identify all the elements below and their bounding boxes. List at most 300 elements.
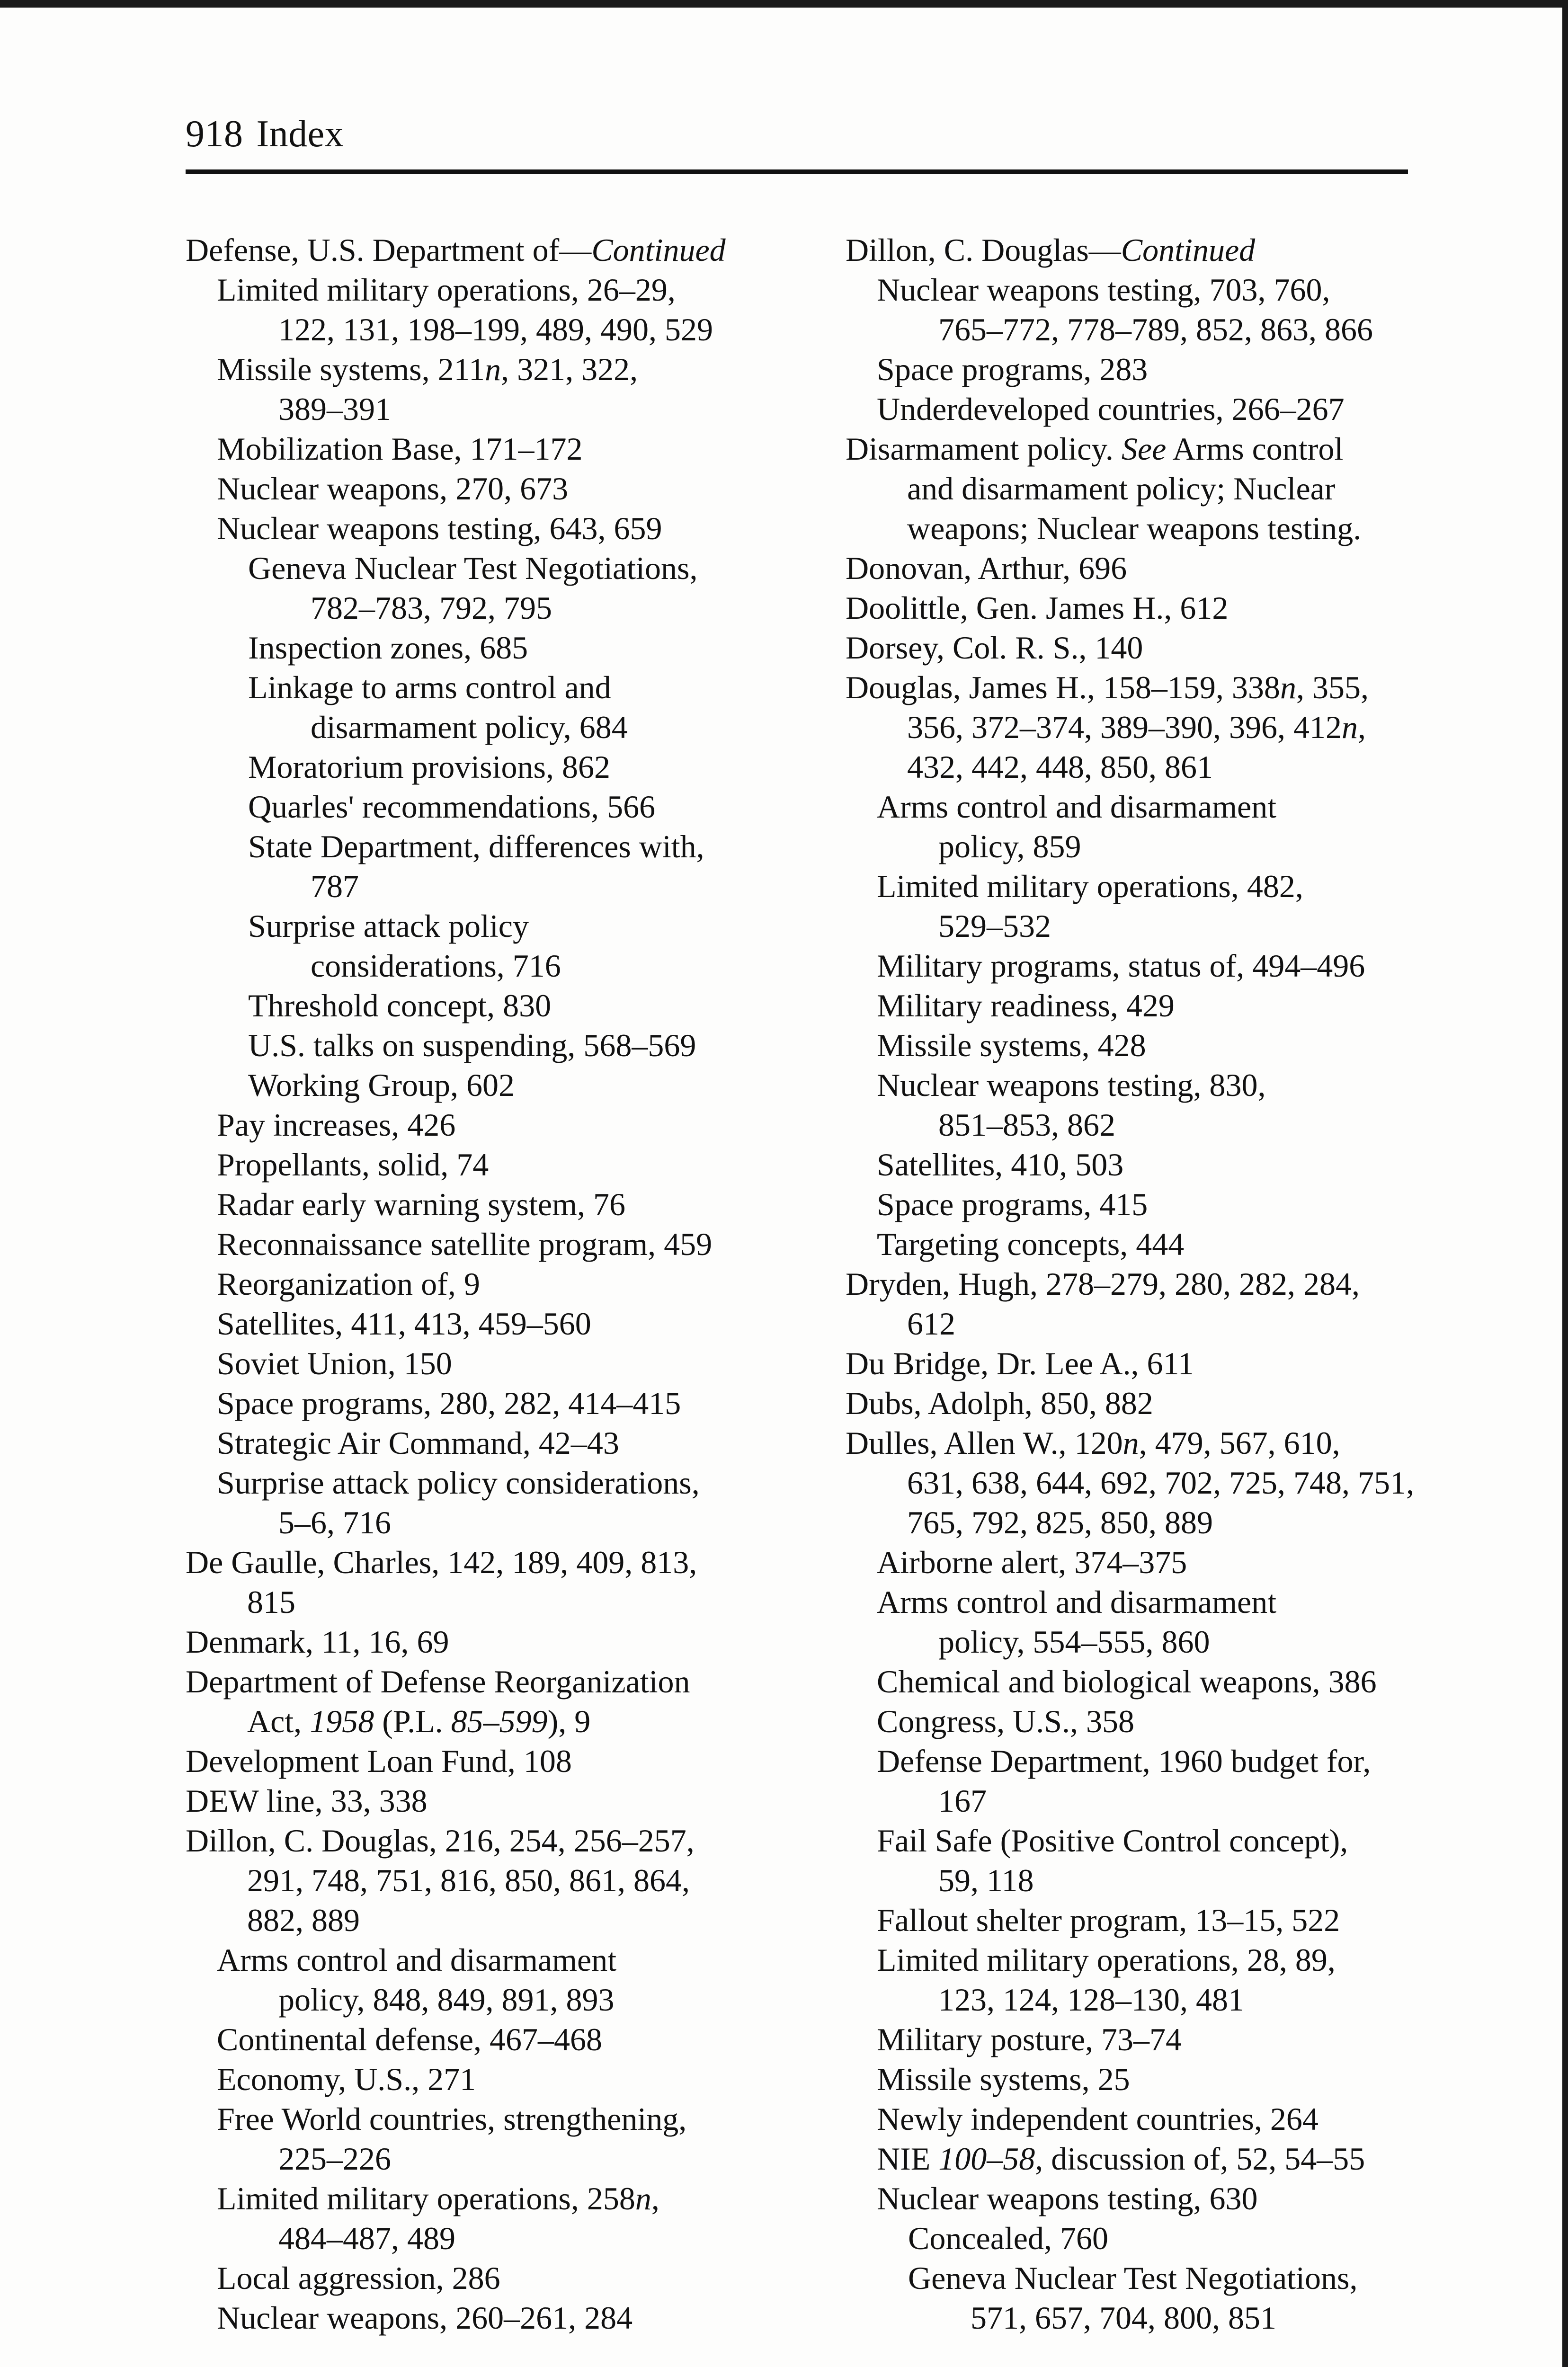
entry-continuation-line (908, 2298, 1414, 2338)
entry-continuation-line (877, 1781, 1414, 1821)
italic-text: Continued (1121, 232, 1256, 268)
index-column-right (846, 230, 1414, 2338)
index-entry (846, 1264, 1414, 1344)
entry-line (248, 630, 528, 666)
entry-line (217, 1425, 619, 1461)
entry-text: Quarles' recommendations, 566 (248, 789, 656, 825)
index-entry (846, 1423, 1414, 1542)
entry-text: , discussion of, 52, 54–55 (1035, 2141, 1365, 2177)
entry-text: 765, 792, 825, 850, 889 (907, 1504, 1213, 1540)
entry-text: Arms control and disarmament (877, 789, 1277, 825)
entry-continuation-line (217, 2218, 787, 2258)
entry-text: Dillon, C. Douglas— (846, 232, 1121, 268)
index-subentry (846, 389, 1414, 429)
index-subentry (186, 1304, 787, 1344)
index-subentry (846, 866, 1414, 946)
entry-text: Local aggression, 286 (217, 2260, 500, 2296)
entry-text: Arms control (1166, 431, 1344, 467)
entry-text: and disarmament policy; Nuclear (907, 471, 1336, 507)
index-subentry (186, 469, 787, 508)
entry-text: Working Group, 602 (248, 1067, 515, 1103)
entry-text: Newly independent countries, 264 (877, 2101, 1319, 2137)
entry-text: Military readiness, 429 (877, 988, 1175, 1023)
page-number: 918 (186, 113, 243, 155)
entry-text: Arms control and disarmament (217, 1942, 617, 1978)
index-subentry (846, 2059, 1414, 2099)
entry-text: policy, 554–555, 860 (938, 1624, 1210, 1660)
entry-line (217, 431, 582, 467)
entry-line (877, 1147, 1123, 1183)
entry-line (877, 1027, 1146, 1063)
entry-continuation-line (846, 747, 1414, 787)
index-subentry (186, 1224, 787, 1264)
entry-text: considerations, 716 (311, 948, 561, 984)
entry-text: 225–226 (278, 2141, 391, 2177)
entry-line (248, 789, 655, 825)
entry-line (217, 2021, 602, 2057)
entry-continuation-line (248, 588, 787, 628)
entry-text: 631, 638, 644, 692, 702, 725, 748, 751, (907, 1465, 1414, 1501)
entry-text: Continental defense, 467–468 (217, 2021, 602, 2057)
italic-text: n (485, 351, 501, 387)
entry-text: 356, 372–374, 389–390, 396, 412 (907, 709, 1342, 745)
entry-continuation-line (248, 866, 787, 906)
entry-text: Targeting concepts, 444 (877, 1226, 1185, 1262)
entry-text: Missile systems, 25 (877, 2061, 1130, 2097)
entry-line (248, 1067, 515, 1103)
index-subentry (846, 1900, 1414, 1940)
entry-text: Dillon, C. Douglas, 216, 254, 256–257, (186, 1823, 695, 1859)
entry-text: , 355, (1296, 669, 1369, 705)
index-subentry (186, 270, 787, 349)
index-subentry (186, 1264, 787, 1304)
entry-line (877, 2021, 1182, 2057)
entry-text: Arms control and disarmament (877, 1584, 1277, 1620)
entry-continuation-line (846, 707, 1414, 747)
entry-line (877, 391, 1345, 427)
entry-text: Satellites, 411, 413, 459–560 (217, 1306, 591, 1342)
entry-text: Propellants, solid, 74 (217, 1147, 489, 1183)
italic-text: 1958 (310, 1703, 374, 1739)
index-entry (846, 1344, 1414, 1383)
entry-line (908, 2260, 1357, 2296)
entry-text: Linkage to arms control and (248, 669, 611, 705)
index-subentry (846, 270, 1414, 349)
entry-line (846, 1345, 1194, 1381)
section-title: Index (256, 113, 344, 155)
entry-line (217, 1226, 712, 1262)
entry-line (877, 1226, 1184, 1262)
entry-continuation-line (877, 1105, 1414, 1145)
entry-line (877, 1942, 1336, 1978)
entry-text: Economy, U.S., 271 (217, 2061, 476, 2097)
entry-text: 529–532 (938, 908, 1051, 944)
entry-text: Nuclear weapons testing, 830, (877, 1067, 1266, 1103)
index-subentry (846, 1184, 1414, 1224)
entry-line (877, 1584, 1276, 1620)
index-entry (846, 667, 1414, 787)
entry-text: 59, 118 (938, 1862, 1034, 1898)
index-entry (846, 230, 1414, 270)
entry-line (186, 1823, 695, 1859)
index-subentry (186, 508, 787, 548)
entry-text: Nuclear weapons testing, 703, 760, (877, 272, 1330, 308)
index-subentry (186, 2179, 787, 2258)
index-subentry (186, 747, 787, 787)
entry-line (217, 351, 638, 387)
entry-line (217, 1266, 480, 1302)
entry-line (877, 1823, 1348, 1859)
entry-line (877, 789, 1276, 825)
entry-text: 612 (907, 1306, 955, 1342)
entry-text: policy, 848, 849, 891, 893 (278, 1982, 615, 2018)
entry-line (877, 2141, 1365, 2177)
entry-line (877, 2180, 1257, 2216)
entry-continuation-line (217, 310, 787, 349)
entry-line (877, 1902, 1340, 1938)
entry-text: Free World countries, strengthening, (217, 2101, 687, 2137)
index-subentry (846, 787, 1414, 866)
index-subentry (186, 628, 787, 667)
entry-text: Geneva Nuclear Test Negotiations, (908, 2260, 1358, 2296)
index-entry (846, 588, 1414, 628)
entry-line (846, 630, 1143, 666)
entry-text: Missile systems, 428 (877, 1027, 1146, 1063)
entry-text: ), 9 (547, 1703, 591, 1739)
index-subentry (186, 2059, 787, 2099)
index-subentry (846, 2099, 1414, 2139)
entry-text: Donovan, Arthur, 696 (846, 550, 1127, 586)
entry-continuation-line (877, 1980, 1414, 2020)
entry-text: 782–783, 792, 795 (311, 590, 552, 626)
entry-text: Surprise attack policy (248, 908, 529, 944)
italic-text: 85–599 (451, 1703, 548, 1739)
entry-continuation-line (846, 1463, 1414, 1503)
index-subentry (846, 2020, 1414, 2059)
entry-text: Moratorium provisions, 862 (248, 749, 610, 785)
index-subentry (846, 1701, 1414, 1741)
entry-line (877, 1703, 1134, 1739)
index-subentry (846, 2218, 1414, 2258)
entry-line (186, 1624, 449, 1660)
entry-text: 484–487, 489 (278, 2220, 455, 2256)
entry-text: Geneva Nuclear Test Negotiations, (248, 550, 698, 586)
index-entry (186, 1662, 787, 1741)
entry-line (217, 1306, 591, 1342)
entry-text: 432, 442, 448, 850, 861 (907, 749, 1213, 785)
entry-line (877, 2061, 1130, 2097)
entry-text: Limited military operations, 28, 89, (877, 1942, 1336, 1978)
entry-text: Dubs, Adolph, 850, 882 (846, 1385, 1153, 1421)
entry-text: Defense Department, 1960 budget for, (877, 1743, 1371, 1779)
index-subentry (186, 548, 787, 628)
entry-text: 389–391 (278, 391, 391, 427)
entry-text: Nuclear weapons, 260–261, 284 (217, 2300, 633, 2336)
entry-text: Limited military operations, 26–29, (217, 272, 676, 308)
index-subentry (846, 1065, 1414, 1145)
index-subentry (186, 1145, 787, 1184)
index-subentry (846, 2139, 1414, 2179)
entry-text: State Department, differences with, (248, 828, 704, 864)
entry-text: Inspection zones, 685 (248, 630, 528, 666)
entry-text: 571, 657, 704, 800, 851 (971, 2300, 1276, 2336)
index-subentry (186, 2099, 787, 2179)
index-subentry (186, 1065, 787, 1105)
entry-line (217, 272, 676, 308)
entry-line (186, 1664, 690, 1700)
entry-text: Space programs, 415 (877, 1186, 1148, 1222)
entry-text: Chemical and biological weapons, 386 (877, 1664, 1377, 1700)
entry-continuation-line (217, 2139, 787, 2179)
index-entry (186, 1741, 787, 1781)
index-subentry (846, 1741, 1414, 1821)
entry-text: 882, 889 (247, 1902, 360, 1938)
italic-text: n (1342, 709, 1358, 745)
entry-continuation-line (877, 310, 1414, 349)
entry-continuation-line (877, 827, 1414, 866)
entry-text: Airborne alert, 374–375 (877, 1544, 1187, 1580)
entry-line (248, 550, 697, 586)
index-subentry (186, 1940, 787, 2020)
entry-continuation-line (217, 389, 787, 429)
running-head (186, 113, 344, 156)
index-subentry (846, 2179, 1414, 2218)
entry-text: Dulles, Allen W., 120 (846, 1425, 1123, 1461)
entry-text: Denmark, 11, 16, 69 (186, 1624, 449, 1660)
italic-text: See (1121, 431, 1167, 467)
entry-continuation-line (846, 469, 1414, 508)
entry-line (877, 1664, 1377, 1700)
index-entry (186, 230, 787, 270)
index-subentry (186, 1383, 787, 1423)
entry-text: Fail Safe (Positive Control concept), (877, 1823, 1348, 1859)
index-entry (846, 548, 1414, 588)
index-entry (846, 1383, 1414, 1423)
italic-text: n (1280, 669, 1296, 705)
entry-line (248, 828, 704, 864)
index-subentry (846, 1821, 1414, 1900)
index-entry (186, 1622, 787, 1662)
italic-text: 100–58 (938, 2141, 1035, 2177)
italic-text: n (635, 2180, 651, 2216)
entry-line (248, 908, 529, 944)
entry-text: policy, 859 (938, 828, 1081, 864)
entry-text: Concealed, 760 (908, 2220, 1108, 2256)
index-entry (846, 429, 1414, 548)
index-subentry (186, 667, 787, 747)
entry-text: U.S. talks on suspending, 568–569 (248, 1027, 696, 1063)
entry-line (877, 1067, 1265, 1103)
entry-line (248, 988, 551, 1023)
index-subentry (846, 1542, 1414, 1582)
index-subentry (846, 946, 1414, 986)
entry-line (877, 272, 1330, 308)
entry-text: , 321, 322, (501, 351, 638, 387)
entry-line (846, 232, 1255, 268)
entry-continuation-line (877, 906, 1414, 946)
entry-continuation-line (248, 707, 787, 747)
entry-line (846, 1425, 1340, 1461)
index-subentry (186, 1184, 787, 1224)
entry-text: Threshold concept, 830 (248, 988, 552, 1023)
entry-text: Soviet Union, 150 (217, 1345, 452, 1381)
entry-line (186, 1544, 697, 1580)
index-subentry (186, 2298, 787, 2338)
index-subentry (846, 1582, 1414, 1662)
entry-line (846, 550, 1127, 586)
entry-line (877, 1544, 1187, 1580)
entry-line (186, 1743, 572, 1779)
index-subentry (186, 827, 787, 906)
index-column-left (186, 230, 787, 2338)
entry-text: Satellites, 410, 503 (877, 1147, 1124, 1183)
entry-line (217, 2300, 633, 2336)
entry-text: Nuclear weapons testing, 630 (877, 2180, 1258, 2216)
index-subentry (846, 1145, 1414, 1184)
entry-text: Douglas, James H., 158–159, 338 (846, 669, 1280, 705)
entry-text: Radar early warning system, 76 (217, 1186, 625, 1222)
index-entry (186, 1542, 787, 1622)
entry-line (846, 669, 1369, 705)
header-rule (186, 169, 1408, 174)
entry-line (877, 948, 1365, 984)
entry-text: Reconnaissance satellite program, 459 (217, 1226, 713, 1262)
entry-continuation-line (217, 1980, 787, 2020)
entry-line (877, 351, 1148, 387)
index-subentry (186, 349, 787, 429)
entry-text: disarmament policy, 684 (311, 709, 628, 745)
entry-line (217, 1942, 616, 1978)
entry-continuation-line (846, 1304, 1414, 1344)
index-subentry (186, 1025, 787, 1065)
entry-text: , (1358, 709, 1366, 745)
entry-line (877, 2101, 1319, 2137)
index-entry (846, 628, 1414, 667)
entry-text: weapons; Nuclear weapons testing. (907, 510, 1362, 546)
index-entry (186, 1781, 787, 1821)
entry-text: Disarmament policy. (846, 431, 1122, 467)
index-subentry (186, 906, 787, 986)
entry-text: (P.L. (374, 1703, 451, 1739)
entry-line (846, 590, 1228, 626)
italic-text: Continued (591, 232, 726, 268)
entry-text: Space programs, 280, 282, 414–415 (217, 1385, 681, 1421)
entry-text: Military posture, 73–74 (877, 2021, 1182, 2057)
entry-text: Dorsey, Col. R. S., 140 (846, 630, 1143, 666)
index-subentry (846, 349, 1414, 389)
entry-text: 167 (938, 1783, 987, 1819)
entry-text: Nuclear weapons testing, 643, 659 (217, 510, 662, 546)
entry-continuation-line (877, 1622, 1414, 1662)
entry-text: 123, 124, 128–130, 481 (938, 1982, 1244, 2018)
entry-text: 122, 131, 198–199, 489, 490, 529 (278, 311, 713, 347)
entry-text: 5–6, 716 (278, 1504, 391, 1540)
entry-text: Fallout shelter program, 13–15, 522 (877, 1902, 1340, 1938)
entry-line (877, 868, 1303, 904)
entry-text: NIE (877, 2141, 939, 2177)
entry-text: Act, (247, 1703, 310, 1739)
entry-text: Space programs, 283 (877, 351, 1148, 387)
entry-text: Limited military operations, 482, (877, 868, 1303, 904)
entry-text: Military programs, status of, 494–496 (877, 948, 1365, 984)
entry-line (217, 2061, 476, 2097)
entry-text: Defense, U.S. Department of— (186, 232, 592, 268)
entry-text: Missile systems, 211 (217, 351, 485, 387)
entry-line (186, 1783, 428, 1819)
entry-continuation-line (877, 1860, 1414, 1900)
entry-continuation-line (217, 1503, 787, 1542)
entry-text: Mobilization Base, 171–172 (217, 431, 583, 467)
entry-line (908, 2220, 1108, 2256)
index-subentry (846, 1662, 1414, 1701)
index-subentry (186, 1463, 787, 1542)
index-subentry (846, 986, 1414, 1025)
entry-line (217, 471, 568, 507)
entry-line (217, 1385, 681, 1421)
entry-text: , (651, 2180, 659, 2216)
entry-continuation-line (186, 1701, 787, 1741)
entry-text: Surprise attack policy considerations, (217, 1465, 700, 1501)
entry-line (217, 2260, 500, 2296)
entry-line (217, 2101, 686, 2137)
entry-continuation-line (186, 1900, 787, 1940)
index-subentry (186, 986, 787, 1025)
entry-text: 851–853, 862 (938, 1107, 1115, 1143)
index-subentry (846, 1940, 1414, 2020)
entry-text: Strategic Air Command, 42–43 (217, 1425, 619, 1461)
index-subentry (846, 1224, 1414, 1264)
entry-line (877, 1186, 1148, 1222)
index-subentry (186, 429, 787, 469)
entry-continuation-line (846, 1503, 1414, 1542)
entry-text: 765–772, 778–789, 852, 863, 866 (938, 311, 1373, 347)
entry-text: 787 (311, 868, 359, 904)
index-subentry (186, 2020, 787, 2059)
index-subentry (186, 1423, 787, 1463)
index-subentry (186, 1105, 787, 1145)
entry-line (217, 1107, 455, 1143)
entry-text: Du Bridge, Dr. Lee A., 611 (846, 1345, 1194, 1381)
italic-text: n (1123, 1425, 1139, 1461)
entry-text: Reorganization of, 9 (217, 1266, 480, 1302)
entry-line (846, 1385, 1153, 1421)
entry-text: Limited military operations, 258 (217, 2180, 635, 2216)
index-subentry (186, 2258, 787, 2298)
entry-line (217, 1465, 700, 1501)
entry-text: Development Loan Fund, 108 (186, 1743, 572, 1779)
entry-continuation-line (248, 946, 787, 986)
entry-text: 815 (247, 1584, 295, 1620)
entry-text: Department of Defense Reorganization (186, 1664, 690, 1700)
entry-text: Dryden, Hugh, 278–279, 280, 282, 284, (846, 1266, 1360, 1302)
entry-line (217, 510, 662, 546)
entry-continuation-line (186, 1860, 787, 1900)
entry-text: Congress, U.S., 358 (877, 1703, 1135, 1739)
entry-text: 291, 748, 751, 816, 850, 861, 864, (247, 1862, 690, 1898)
entry-continuation-line (186, 1582, 787, 1622)
entry-line (186, 232, 726, 268)
entry-line (877, 1743, 1371, 1779)
entry-text: De Gaulle, Charles, 142, 189, 409, 813, (186, 1544, 697, 1580)
entry-line (217, 1147, 489, 1183)
entry-line (877, 988, 1175, 1023)
entry-line (248, 749, 610, 785)
index-subentry (186, 1344, 787, 1383)
entry-line (217, 1345, 452, 1381)
entry-line (248, 1027, 696, 1063)
entry-continuation-line (846, 508, 1414, 548)
entry-line (846, 431, 1343, 467)
